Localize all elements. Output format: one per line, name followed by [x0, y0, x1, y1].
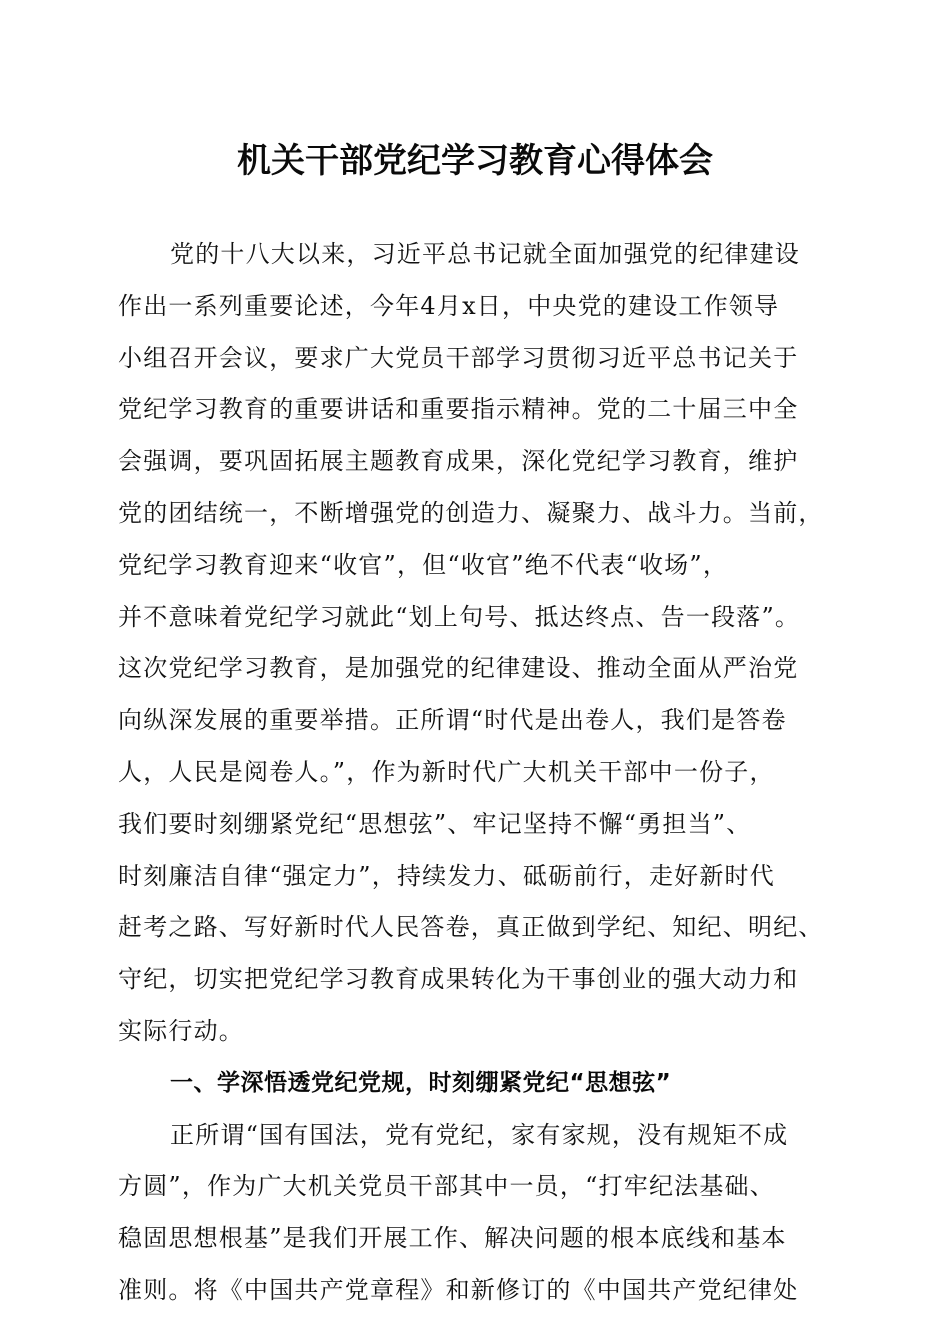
text-line: 并不意味着党纪学习就此“划上句号、抵达终点、告一段落”。: [118, 602, 801, 631]
text-line: 赶考之路、写好新时代人民答卷，真正做到学纪、知纪、明纪、: [118, 913, 824, 942]
document-body: [118, 229, 838, 1317]
text-line: 小组召开会议，要求广大党员干部学习贯彻习近平总书记关于: [118, 343, 799, 372]
text-line: 党的十八大以来，习近平总书记就全面加强党的纪律建设: [170, 240, 800, 268]
text-line: 党纪学习教育迎来“收官”，但“收官”绝不代表“收场”，: [118, 550, 729, 579]
paragraph-1: [118, 229, 838, 1058]
text-line: 正所谓“国有国法，党有党纪，家有家规，没有规矩不成: [170, 1120, 789, 1149]
text-line: 方圆”，作为广大机关党员干部其中一员，“打牢纪法基础、: [118, 1172, 775, 1201]
text-line: 我们要时刻绷紧党纪“思想弦”、牢记坚持不懈“勇担当”、: [118, 809, 752, 838]
paragraph-2: [118, 1110, 838, 1317]
text-line: 实际行动。: [118, 1016, 244, 1045]
text-line: 守纪，切实把党纪学习教育成果转化为干事创业的强大动力和: [118, 965, 799, 994]
text-line: 人，人民是阅卷人。”，作为新时代广大机关干部中一份子，: [118, 757, 775, 786]
document-title: 机关干部党纪学习教育心得体会: [237, 141, 713, 181]
text-line: 稳固思想根基”是我们开展工作、解决问题的根本底线和基本: [118, 1224, 787, 1253]
text-line: 作出一系列重要论述，今年4月x日，中央党的建设工作领导: [118, 291, 780, 320]
text-line: 会强调，要巩固拓展主题教育成果，深化党纪学习教育，维护: [118, 447, 799, 476]
section-heading-1: 一、学深悟透党纪党规，时刻绷紧党纪“思想弦”: [170, 1069, 672, 1096]
text-line: 向纵深发展的重要举措。正所谓“时代是出卷人，我们是答卷: [118, 706, 787, 735]
text-line: 这次党纪学习教育，是加强党的纪律建设、推动全面从严治党: [118, 654, 799, 683]
text-line: 准则。将《中国共产党章程》和新修订的《中国共产党纪律处: [118, 1275, 799, 1304]
text-line: 党的团结统一，不断增强党的创造力、凝聚力、战斗力。当前，: [118, 498, 824, 527]
text-line: 党纪学习教育的重要讲话和重要指示精神。党的二十届三中全: [118, 395, 799, 424]
text-line: 时刻廉洁自律“强定力”，持续发力、砥砺前行，走好新时代: [118, 861, 775, 890]
